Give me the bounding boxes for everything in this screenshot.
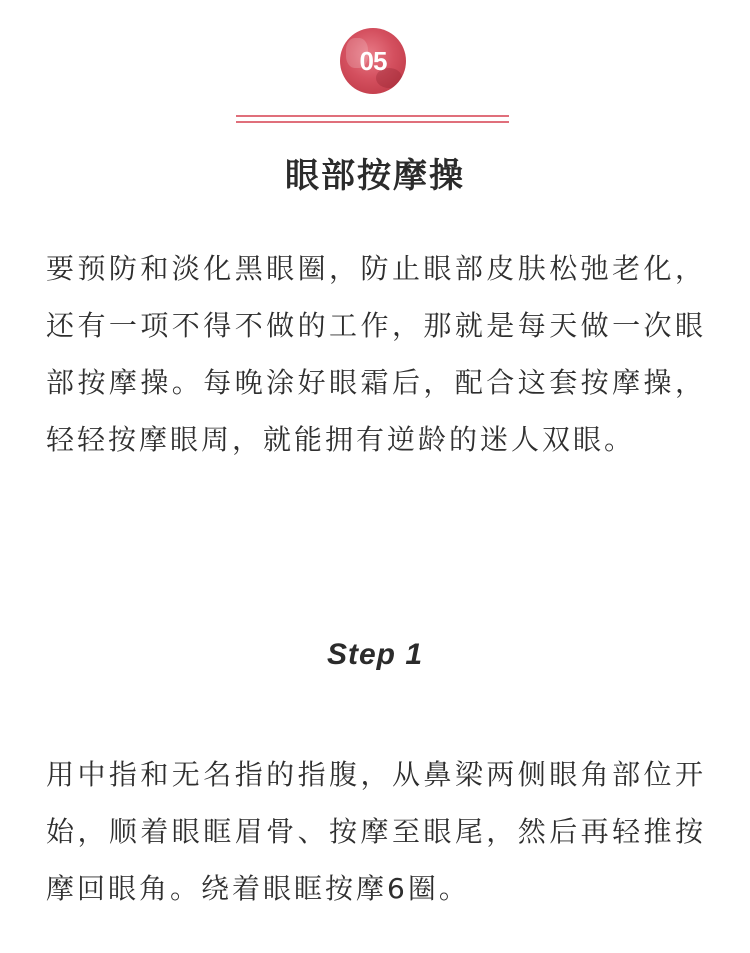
section-number: 05	[359, 46, 387, 76]
divider-line-bottom	[236, 121, 509, 123]
badge-circle	[340, 28, 406, 94]
step-heading: Step 1	[326, 638, 424, 671]
step-paragraph: 用中指和无名指的指腹，从鼻梁两侧眼角部位开始，顺着眼眶眉骨、按摩至眼尾，然后再轻推按摩回眼角。绕着眼眶按摩6圈。	[46, 758, 706, 905]
section-number-badge	[340, 28, 410, 98]
intro-paragraph: 要预防和淡化黑眼圈，防止眼部皮肤松弛老化，还有一项不得不做的工作，那就是每天做一次眼部按摩操。每晚涂好眼霜后，配合这套按摩操，轻轻按摩眼周，就能拥有逆龄的迷人双眼。	[46, 252, 706, 456]
divider-line-top	[236, 115, 509, 117]
section-title: 眼部按摩操	[285, 156, 465, 196]
